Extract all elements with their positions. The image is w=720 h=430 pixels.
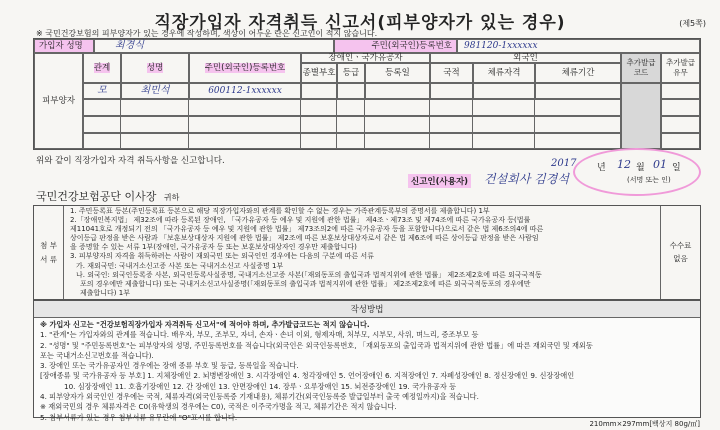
subscriber-name-field[interactable]: 최경식 <box>94 39 334 53</box>
row1-resident-number[interactable]: 600112-1xxxxxx <box>189 83 301 99</box>
row1-grade[interactable] <box>337 83 365 99</box>
header-grade: 등급 <box>337 63 365 83</box>
table-row-empty[interactable] <box>83 116 621 133</box>
header-extra-reason: 추가발급 유무 <box>661 53 700 83</box>
row1-extra-reason[interactable] <box>661 83 700 99</box>
form-number: (제5쪽) <box>679 19 706 28</box>
subscriber-id-field[interactable]: 981120-1xxxxxx <box>457 39 700 53</box>
row1-name[interactable]: 최민석 <box>121 83 189 99</box>
row1-stay-status[interactable] <box>473 83 535 99</box>
header-name: 성명 <box>121 53 189 83</box>
header-disability-group: 장애인ㆍ국가유공자 <box>301 53 430 63</box>
instruction-line: 4. 피부양자가 외국인인 경우에는 국적, 체류자격(외국인등록증 기재내용), 체류기간(외국인등록증 발급일부터 출국 예정일까지)을 적습니다. <box>40 392 479 402</box>
subscriber-id-label: 주민(외국인)등록번호 <box>334 39 457 53</box>
header-extra-code: 추가발급 코드 <box>621 53 661 83</box>
instruction-line: 5. 첨부서류가 있는 경우 첨부서류 유무란에 "O"표시를 합니다. <box>40 412 238 422</box>
header-resident-number: 주민(외국인)등록번호 <box>189 53 301 83</box>
table-row-empty-reason[interactable] <box>661 99 700 116</box>
date-year-label: 년 <box>597 163 606 173</box>
attachment-line: 2.「장애인복지법」 제32조에 따라 등록된 장애인, 「국가유공자 등 예우 및 지원에 관한 법률」 제4조ㆍ제73조 및 제74조에 따른 국가유공자 등(법률 <box>70 216 531 225</box>
attachment-line: 1. 주민등록표 등본(주민등록표 등본으로 해당 직장가입자와의 관계를 확인할 수 없는 경우는 가족관계등록부의 증명서를 제출합니다) 1부 <box>70 207 490 215</box>
instruction-line: 2. "성명" 및 "주민등록번호"는 피부양자의 성명, 주민등록번호를 적습니다(외국인은 외국인등록번호, 「재외동포의 출입국과 법적지위에 관한 법률」에 따른 재외국민 및 재외동 <box>40 340 593 350</box>
instructions-title: 작성방법 <box>34 301 700 318</box>
instruction-line: 1. "관계"는 가입자와의 관계를 적습니다. 배우자, 부모, 조부모, 자녀, 손자ㆍ손녀 이외, 형제자매, 처부모, 시부모, 사위, 며느리, 증조부모 등 <box>40 330 479 340</box>
header-stay-period: 체류기간 <box>535 63 621 83</box>
header-relation: 관계 <box>83 53 121 83</box>
signature-note: (서명 또는 인) <box>627 176 671 184</box>
header-nationality: 국적 <box>430 63 473 83</box>
divider <box>300 99 301 149</box>
row1-stay-period[interactable] <box>535 83 621 99</box>
date-year[interactable]: 2017 <box>551 158 577 169</box>
divider <box>364 99 365 149</box>
divider <box>336 99 337 149</box>
header-registration-date: 등록일 <box>365 63 430 83</box>
attachment-line: 제11041호로 개정되기 전의 「국가유공자 등 예우 및 지원에 관한 법률」 제73조의2에 따른 국가유공자 등을 포함합니다)으로서 같은 법 제6조의4에 따른 <box>70 225 544 234</box>
declaration-statement: 위와 같이 직장가입자 자격 취득사항을 신고합니다. <box>36 156 225 166</box>
attachment-line: 상이등급 판정을 받은 사람과 「보훈보상대상자 지원에 관한 법률」 제2조에 따른 보훈보상대상자로서 같은 법 제6조에 따른 상이등급 판정을 받은 사람임 <box>70 234 539 243</box>
date-month[interactable]: 12 <box>617 158 631 171</box>
form-notice: ※ 국민건강보험의 피부양자가 있는 경우에 작성하며, 색상이 어두운 란은 신고인이 적지 않습니다. <box>36 29 378 38</box>
recipient-suffix: 귀하 <box>163 193 180 202</box>
attachment-line: 제출합니다) 1부 <box>80 288 130 297</box>
reporter-signature[interactable]: 건설회사 김경석 <box>484 172 569 186</box>
extra-code-column <box>621 83 661 149</box>
table-row-empty-reason[interactable] <box>661 133 700 149</box>
divider <box>472 99 473 149</box>
dependent-row-label: 피부양자 <box>34 53 83 149</box>
instruction-line: 포는 국내거소신고번호를 적습니다). <box>40 350 154 360</box>
fee-box: 수수료 없음 <box>660 206 700 299</box>
dependent-table <box>33 38 701 150</box>
header-stay-status: 체류자격 <box>473 63 535 83</box>
attachment-line: 3. 피부양자의 자격을 취득하려는 사람이 재외국민 또는 외국인인 경우에는 다음의 구분에 따른 서류 <box>70 252 374 261</box>
row1-relation[interactable]: 모 <box>83 83 121 99</box>
instructions-section <box>33 300 701 422</box>
subscriber-name-label: 가입자 성명 <box>34 39 94 53</box>
instruction-line: 10. 심장장애인 11. 호흡기장애인 12. 간 장애인 13. 안면장애인 14. 장루ㆍ요루장애인 15. 뇌전증장애인 19. 국가유공자 등 <box>64 381 457 391</box>
table-row-empty[interactable] <box>83 133 621 149</box>
date-day[interactable]: 01 <box>653 158 667 171</box>
paper-spec: 210mm×297mm[백상지 80g/㎡] <box>589 420 700 428</box>
attachments-list <box>70 207 656 298</box>
attachment-line: 가. 재외국민: 국내거소신고증 사본 또는 국내거소신고 사실증명 1부 <box>76 261 284 270</box>
row1-registration-date[interactable] <box>365 83 430 99</box>
row1-disability-type[interactable] <box>301 83 337 99</box>
instruction-line: 3. 장애인 또는 국가유공자인 경우에는 장애 종류 부호 및 등급, 등록일을 적습니다. <box>40 361 299 371</box>
divider <box>188 99 189 149</box>
table-row-empty[interactable] <box>83 99 621 116</box>
form-title: 직장가입자 자격취득 신고서(피부양자가 있는 경우) <box>154 13 566 33</box>
date-day-label: 일 <box>672 163 681 173</box>
instruction-line: ※ 재외국민의 경우 체류자격은 C0(유학생의 경우에는 C0), 국적은 이주국가명을 적고, 체류기간은 적지 않습니다. <box>40 402 397 412</box>
recipient-line <box>36 188 179 204</box>
instruction-line: ※ 가입자 신고는 "건강보험직장가입자 자격취득 신고서"에 적어야 하며, 추가발급코드는 적지 않습니다. <box>40 320 370 329</box>
row1-nationality[interactable] <box>430 83 473 99</box>
reporter-label: 신고인(사용자) <box>408 174 471 188</box>
attachment-line: 나. 외국인: 외국인등록증 사본, 외국인등록사실증명, 국내거소신고증 사본(「재외동포의 출입국과 법적지위에 관한 법률」 제2조제2호에 따른 외국국적동 <box>76 270 542 279</box>
divider <box>120 99 121 149</box>
table-row-empty-reason[interactable] <box>661 116 700 133</box>
instruction-line: [장애종류 및 국가유공자 등 부호] 1. 지체장애인 2. 뇌병변장애인 3. 시각장애인 4. 청각장애인 5. 언어장애인 6. 지적장애인 7. 자폐성장애인 8. 정신장애인 9. 신장장애인 <box>40 371 575 381</box>
recipient-org: 국민건강보험공단 이사장 <box>36 190 157 203</box>
highlight-circle <box>573 148 701 196</box>
attachment-line: 을 증명할 수 있는 서류 1부(장애인, 국가유공자 등 또는 보훈보상대상자인 경우만 제출합니다) <box>70 243 357 252</box>
attachment-line: 포의 경우에만 제출합니다) 또는 국내거소신고사실증명(「재외동포의 출입국과 법적지위에 관한 법률」 제2조제2호에 따른 외국국적동포의 경우에만 <box>80 279 531 288</box>
attachments-side-label: 첨 부 서 류 <box>34 206 64 299</box>
divider <box>534 99 535 149</box>
header-disability-type: 종별부호 <box>301 63 337 83</box>
header-foreigner-group: 외국인 <box>430 53 621 63</box>
attachments-section <box>33 205 701 300</box>
date-month-label: 월 <box>636 163 645 173</box>
divider <box>429 99 430 149</box>
instructions-list <box>34 318 700 425</box>
